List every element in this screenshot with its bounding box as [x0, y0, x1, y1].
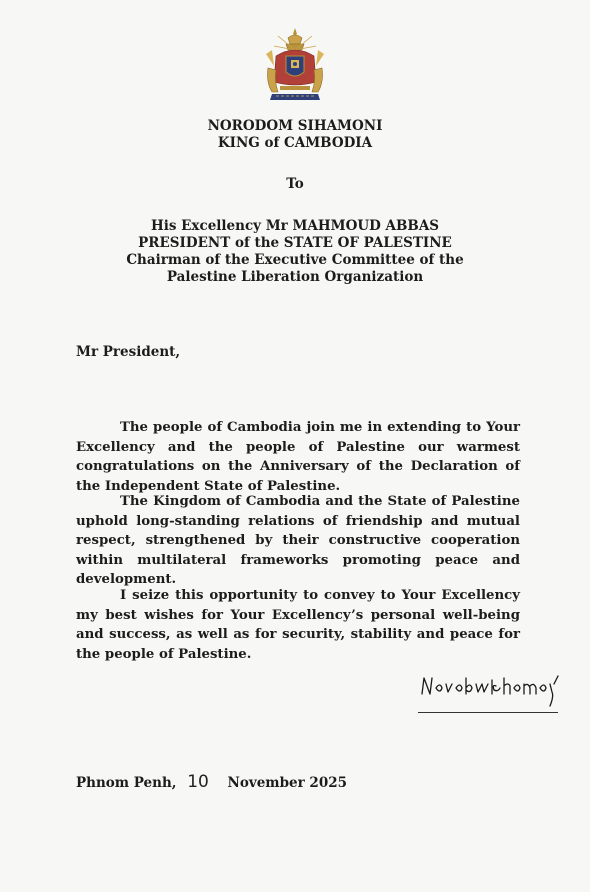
handwritten-signature-icon [418, 664, 568, 718]
recipient-block [0, 218, 590, 286]
royal-coat-of-arms-icon [262, 26, 328, 106]
sender-title: KING of CAMBODIA [217, 135, 373, 151]
recipient-line-2: PRESIDENT of the STATE OF PALESTINE [138, 235, 452, 251]
sender-block [0, 118, 590, 152]
date-month-year: November 2025 [227, 775, 348, 791]
signature-line [418, 712, 558, 713]
recipient-line-3: Chairman of the Executive Committee of the [126, 252, 464, 268]
recipient-line-4: Palestine Liberation Organization [166, 269, 424, 285]
body-paragraph-3: I seize this opportunity to convey to Your Excellency my best wishes for Your Excellency’s personal well-being and success, as well as for security, stability and peace for the people of Palestine. [76, 588, 520, 662]
place-and-date [76, 772, 347, 792]
body-paragraph-2: The Kingdom of Cambodia and the State of Palestine uphold long-standing relations of friendship and mutual respect, strengthened by their constructive cooperation within multilateral frameworks promoting peace and development. [76, 494, 520, 587]
body-paragraph-1: The people of Cambodia join me in extending to Your Excellency and the people of Palestine our warmest congratulations on the Anniversary of the Declaration of the Independent State of Palestine. [76, 420, 520, 494]
sender-name: NORODOM SIHAMONI [207, 118, 383, 134]
salutation: Mr President, [76, 344, 181, 360]
place: Phnom Penh, [76, 775, 177, 791]
to-label: To [286, 176, 304, 192]
recipient-line-1: His Excellency Mr MAHMOUD ABBAS [150, 218, 440, 234]
date-day: 10 [187, 772, 209, 792]
